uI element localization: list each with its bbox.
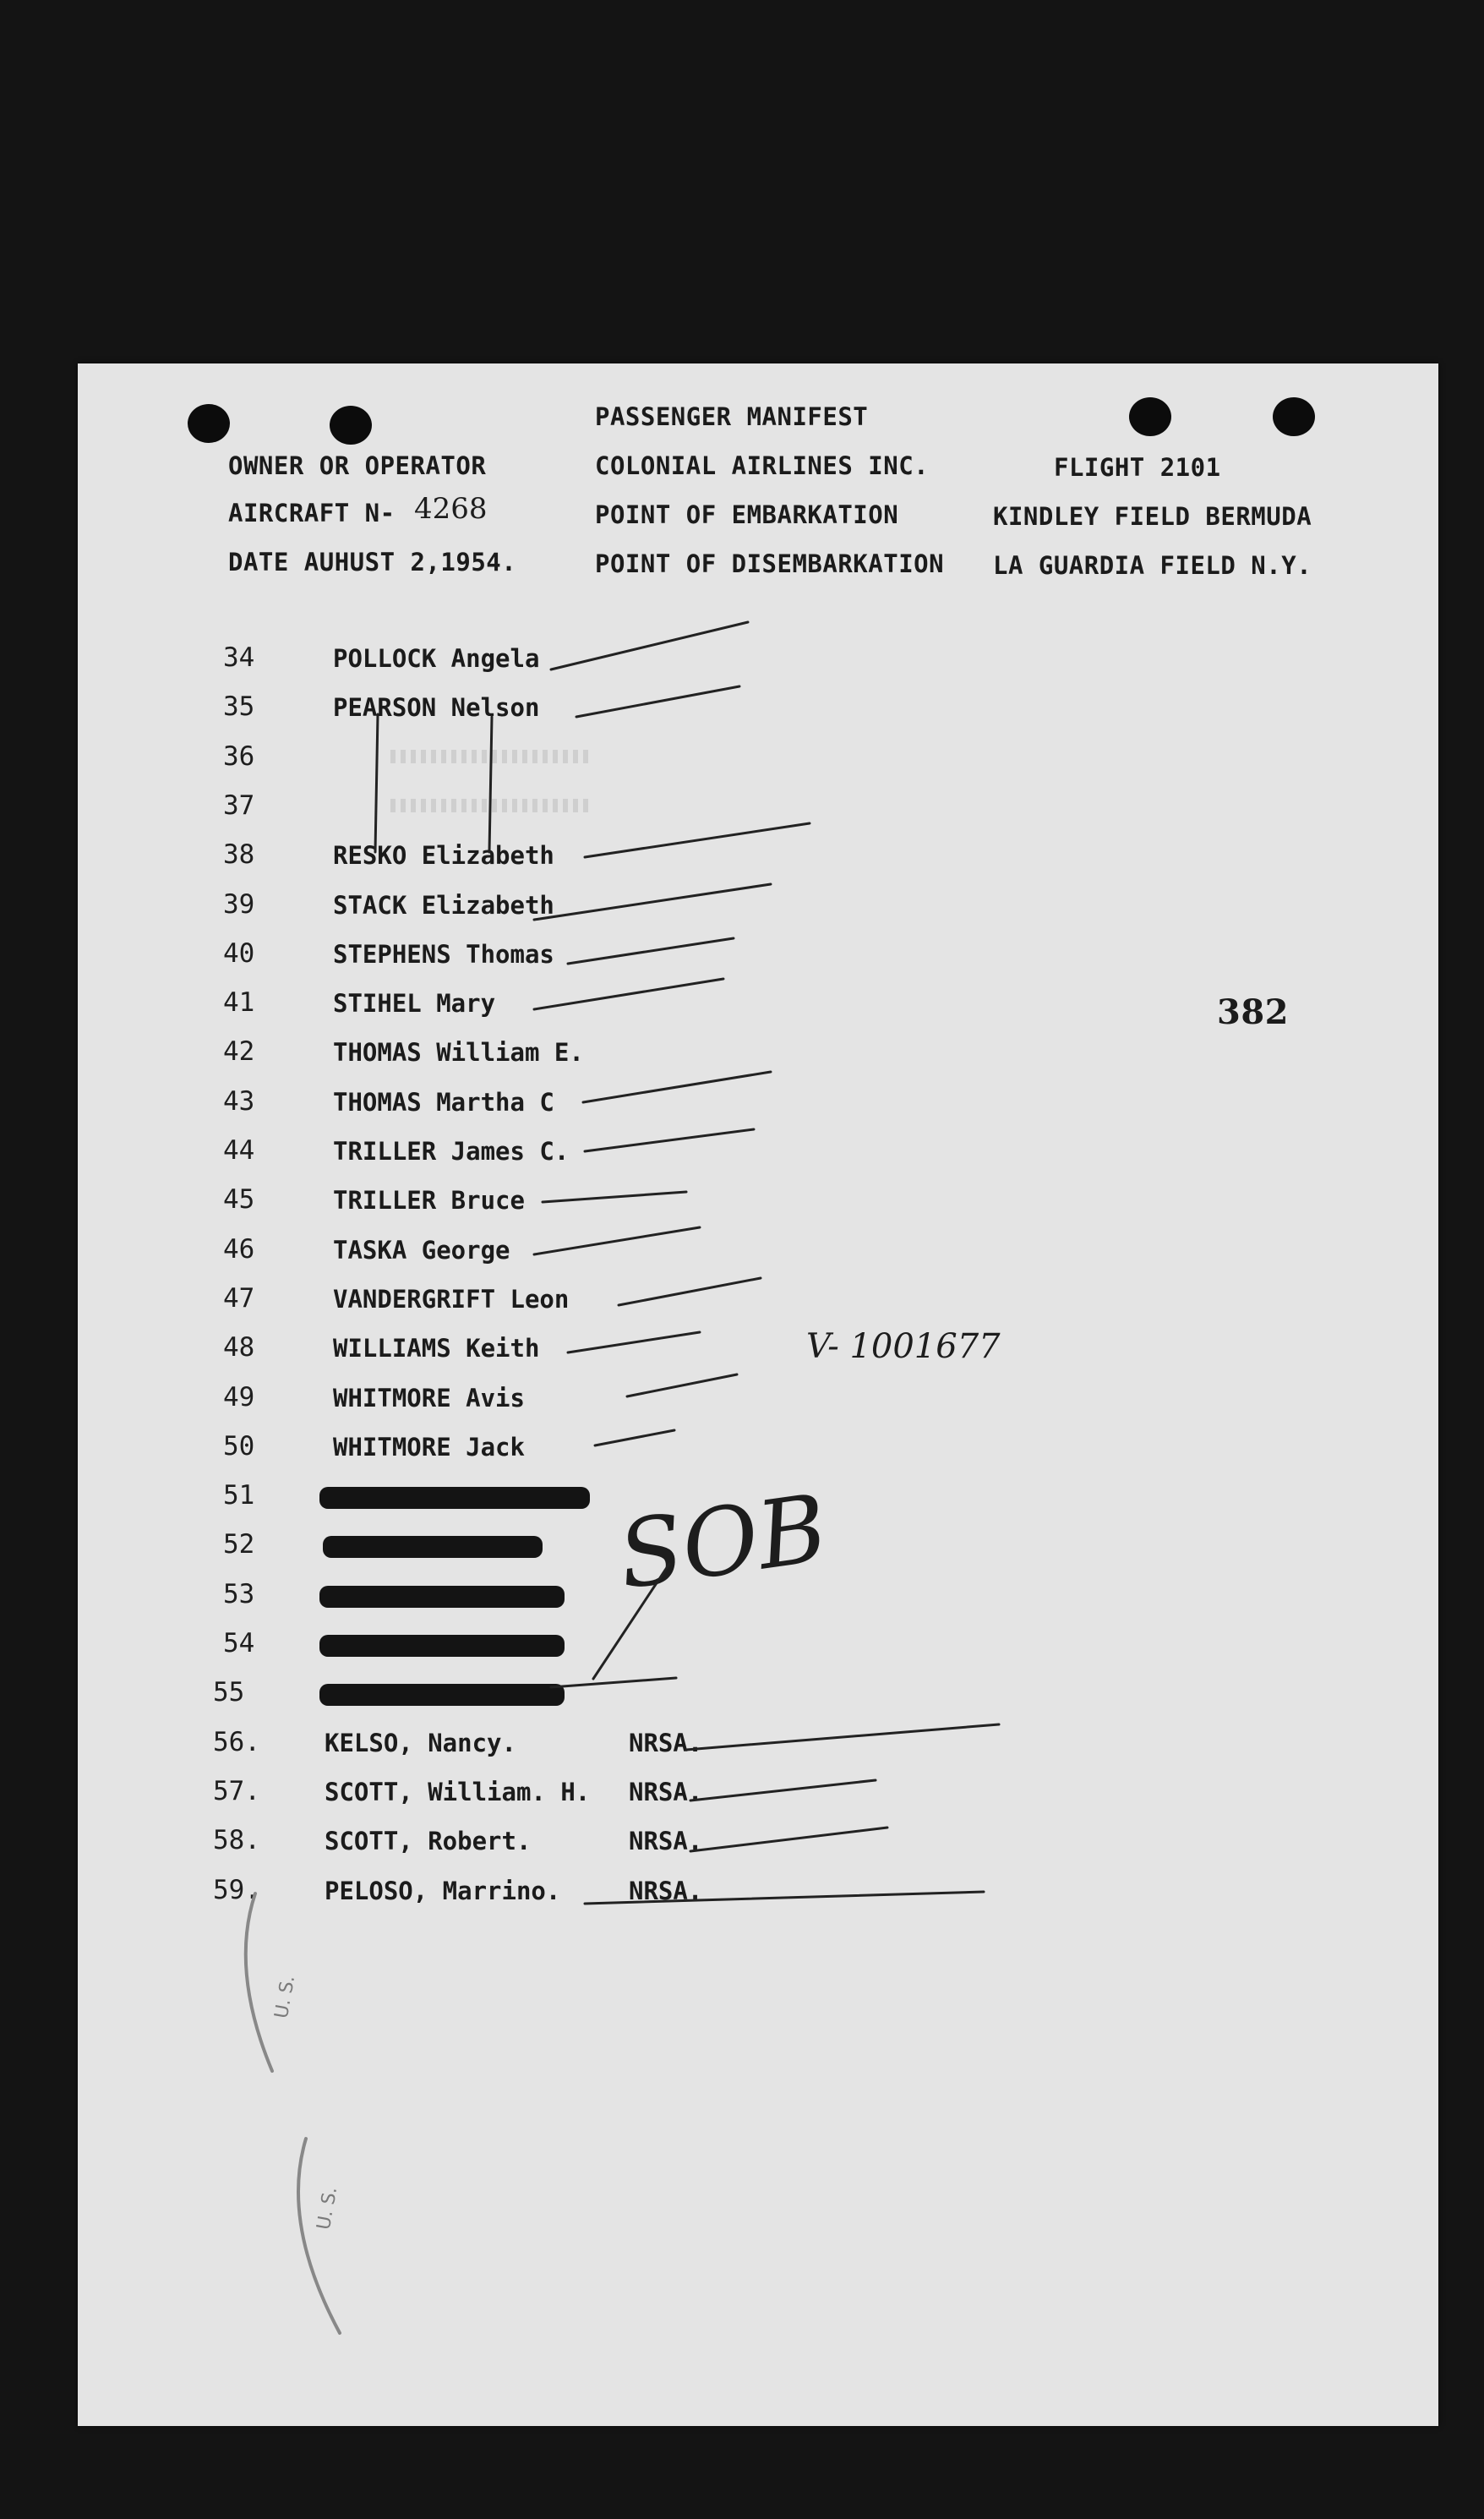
- passenger-name: SCOTT, William. H.: [325, 1777, 591, 1806]
- passenger-name: STIHEL Mary: [333, 989, 496, 1019]
- check-line: [686, 1724, 999, 1750]
- row-number: 59.: [213, 1874, 260, 1905]
- owner-value: COLONIAL AIRLINES INC.: [595, 451, 930, 480]
- row-number: 40: [223, 937, 255, 969]
- nrsa-note: NRSA.: [629, 1777, 703, 1806]
- passenger-name: RESKO Elizabeth: [333, 841, 554, 871]
- row-number: 36: [223, 740, 255, 772]
- manifest-page: [78, 363, 1438, 2426]
- nrsa-note: NRSA.: [629, 1827, 703, 1856]
- row-number: 39: [223, 888, 255, 920]
- disembarkation-label: POINT OF DISEMBARKATION: [595, 549, 945, 578]
- embarkation-label: POINT OF EMBARKATION: [595, 500, 899, 529]
- check-line: [551, 1678, 676, 1687]
- check-line: [534, 1227, 700, 1254]
- row-number: 38: [223, 839, 255, 871]
- check-line: [619, 1278, 761, 1305]
- check-line: [568, 1332, 700, 1352]
- row-number: 43: [223, 1085, 255, 1117]
- passenger-name: THOMAS Martha C: [333, 1087, 554, 1117]
- stamp-mark: U. S.: [313, 2185, 342, 2232]
- row-number: 54: [223, 1628, 255, 1658]
- manifest-title: PASSENGER MANIFEST: [595, 402, 869, 431]
- passenger-name: STACK Elizabeth: [333, 890, 554, 920]
- stamp-arc: [298, 2139, 340, 2333]
- passenger-name: TRILLER James C.: [333, 1137, 570, 1166]
- check-line: [568, 938, 734, 964]
- nrsa-note: NRSA.: [629, 1728, 703, 1757]
- check-line: [551, 622, 748, 669]
- row-number: 47: [223, 1282, 255, 1314]
- initials-signature: SOB: [612, 1473, 834, 1610]
- row-number: 37: [223, 790, 255, 821]
- row-number: 53: [223, 1578, 255, 1609]
- check-line: [585, 1892, 984, 1904]
- page-number: 382: [1217, 992, 1289, 1032]
- check-line: [534, 979, 723, 1009]
- bracket-line: [375, 714, 378, 852]
- bracket-line: [489, 717, 492, 852]
- passenger-name: SCOTT, Robert.: [325, 1827, 532, 1856]
- row-number: 46: [223, 1233, 255, 1265]
- signature-stroke: [593, 1564, 669, 1679]
- row-number: 41: [223, 987, 255, 1019]
- check-line: [690, 1780, 876, 1800]
- embarkation-value: KINDLEY FIELD BERMUDA: [993, 502, 1312, 531]
- passenger-name: VANDERGRIFT Leon: [333, 1284, 570, 1314]
- check-line: [595, 1430, 674, 1445]
- row-number: 45: [223, 1184, 255, 1216]
- row-number: 44: [223, 1135, 255, 1166]
- check-line: [627, 1374, 737, 1396]
- row-number: 57.: [213, 1775, 260, 1806]
- passenger-name: WHITMORE Jack: [333, 1432, 525, 1462]
- stamp-arc: [246, 1893, 272, 2071]
- passenger-name: PEARSON Nelson: [333, 693, 540, 723]
- check-line: [576, 686, 739, 717]
- passenger-name: WILLIAMS Keith: [333, 1334, 540, 1363]
- row-number: 51: [223, 1480, 255, 1511]
- passenger-name: PELOSO, Marrino.: [325, 1876, 561, 1905]
- row-number: 34: [223, 642, 255, 673]
- check-line: [585, 1129, 754, 1151]
- passenger-name: TASKA George: [333, 1235, 510, 1265]
- passenger-name: TRILLER Bruce: [333, 1186, 525, 1216]
- visa-note: V- 1001677: [806, 1327, 1001, 1366]
- passenger-name: THOMAS William E.: [333, 1038, 584, 1068]
- flight-number: FLIGHT 2101: [1054, 453, 1221, 482]
- row-number: 55: [213, 1677, 245, 1708]
- row-number: 42: [223, 1036, 255, 1068]
- check-line: [583, 1072, 771, 1102]
- passenger-name: POLLOCK Angela: [333, 644, 540, 673]
- row-number: 50: [223, 1430, 255, 1462]
- row-number: 56.: [213, 1726, 260, 1757]
- row-number: 52: [223, 1529, 255, 1560]
- check-line: [543, 1192, 686, 1202]
- row-number: 35: [223, 691, 255, 723]
- pen-strokes: [78, 363, 1438, 2426]
- aircraft-label: AIRCRAFT N-: [228, 499, 396, 527]
- nrsa-note: NRSA.: [629, 1876, 703, 1905]
- passenger-name: WHITMORE Avis: [333, 1383, 525, 1412]
- row-number: 48: [223, 1332, 255, 1363]
- check-line: [585, 823, 810, 857]
- row-number: 49: [223, 1381, 255, 1412]
- passenger-name: STEPHENS Thomas: [333, 939, 554, 969]
- aircraft-number: 4268: [414, 492, 488, 526]
- row-number: 58.: [213, 1825, 260, 1856]
- stamp-mark: U. S.: [270, 1974, 300, 2020]
- date-label: DATE AUHUST 2,1954.: [228, 548, 517, 576]
- owner-label: OWNER OR OPERATOR: [228, 451, 487, 480]
- passenger-name: KELSO, Nancy.: [325, 1728, 516, 1757]
- disembarkation-value: LA GUARDIA FIELD N.Y.: [993, 551, 1312, 580]
- check-line: [690, 1828, 887, 1851]
- check-line: [534, 884, 771, 920]
